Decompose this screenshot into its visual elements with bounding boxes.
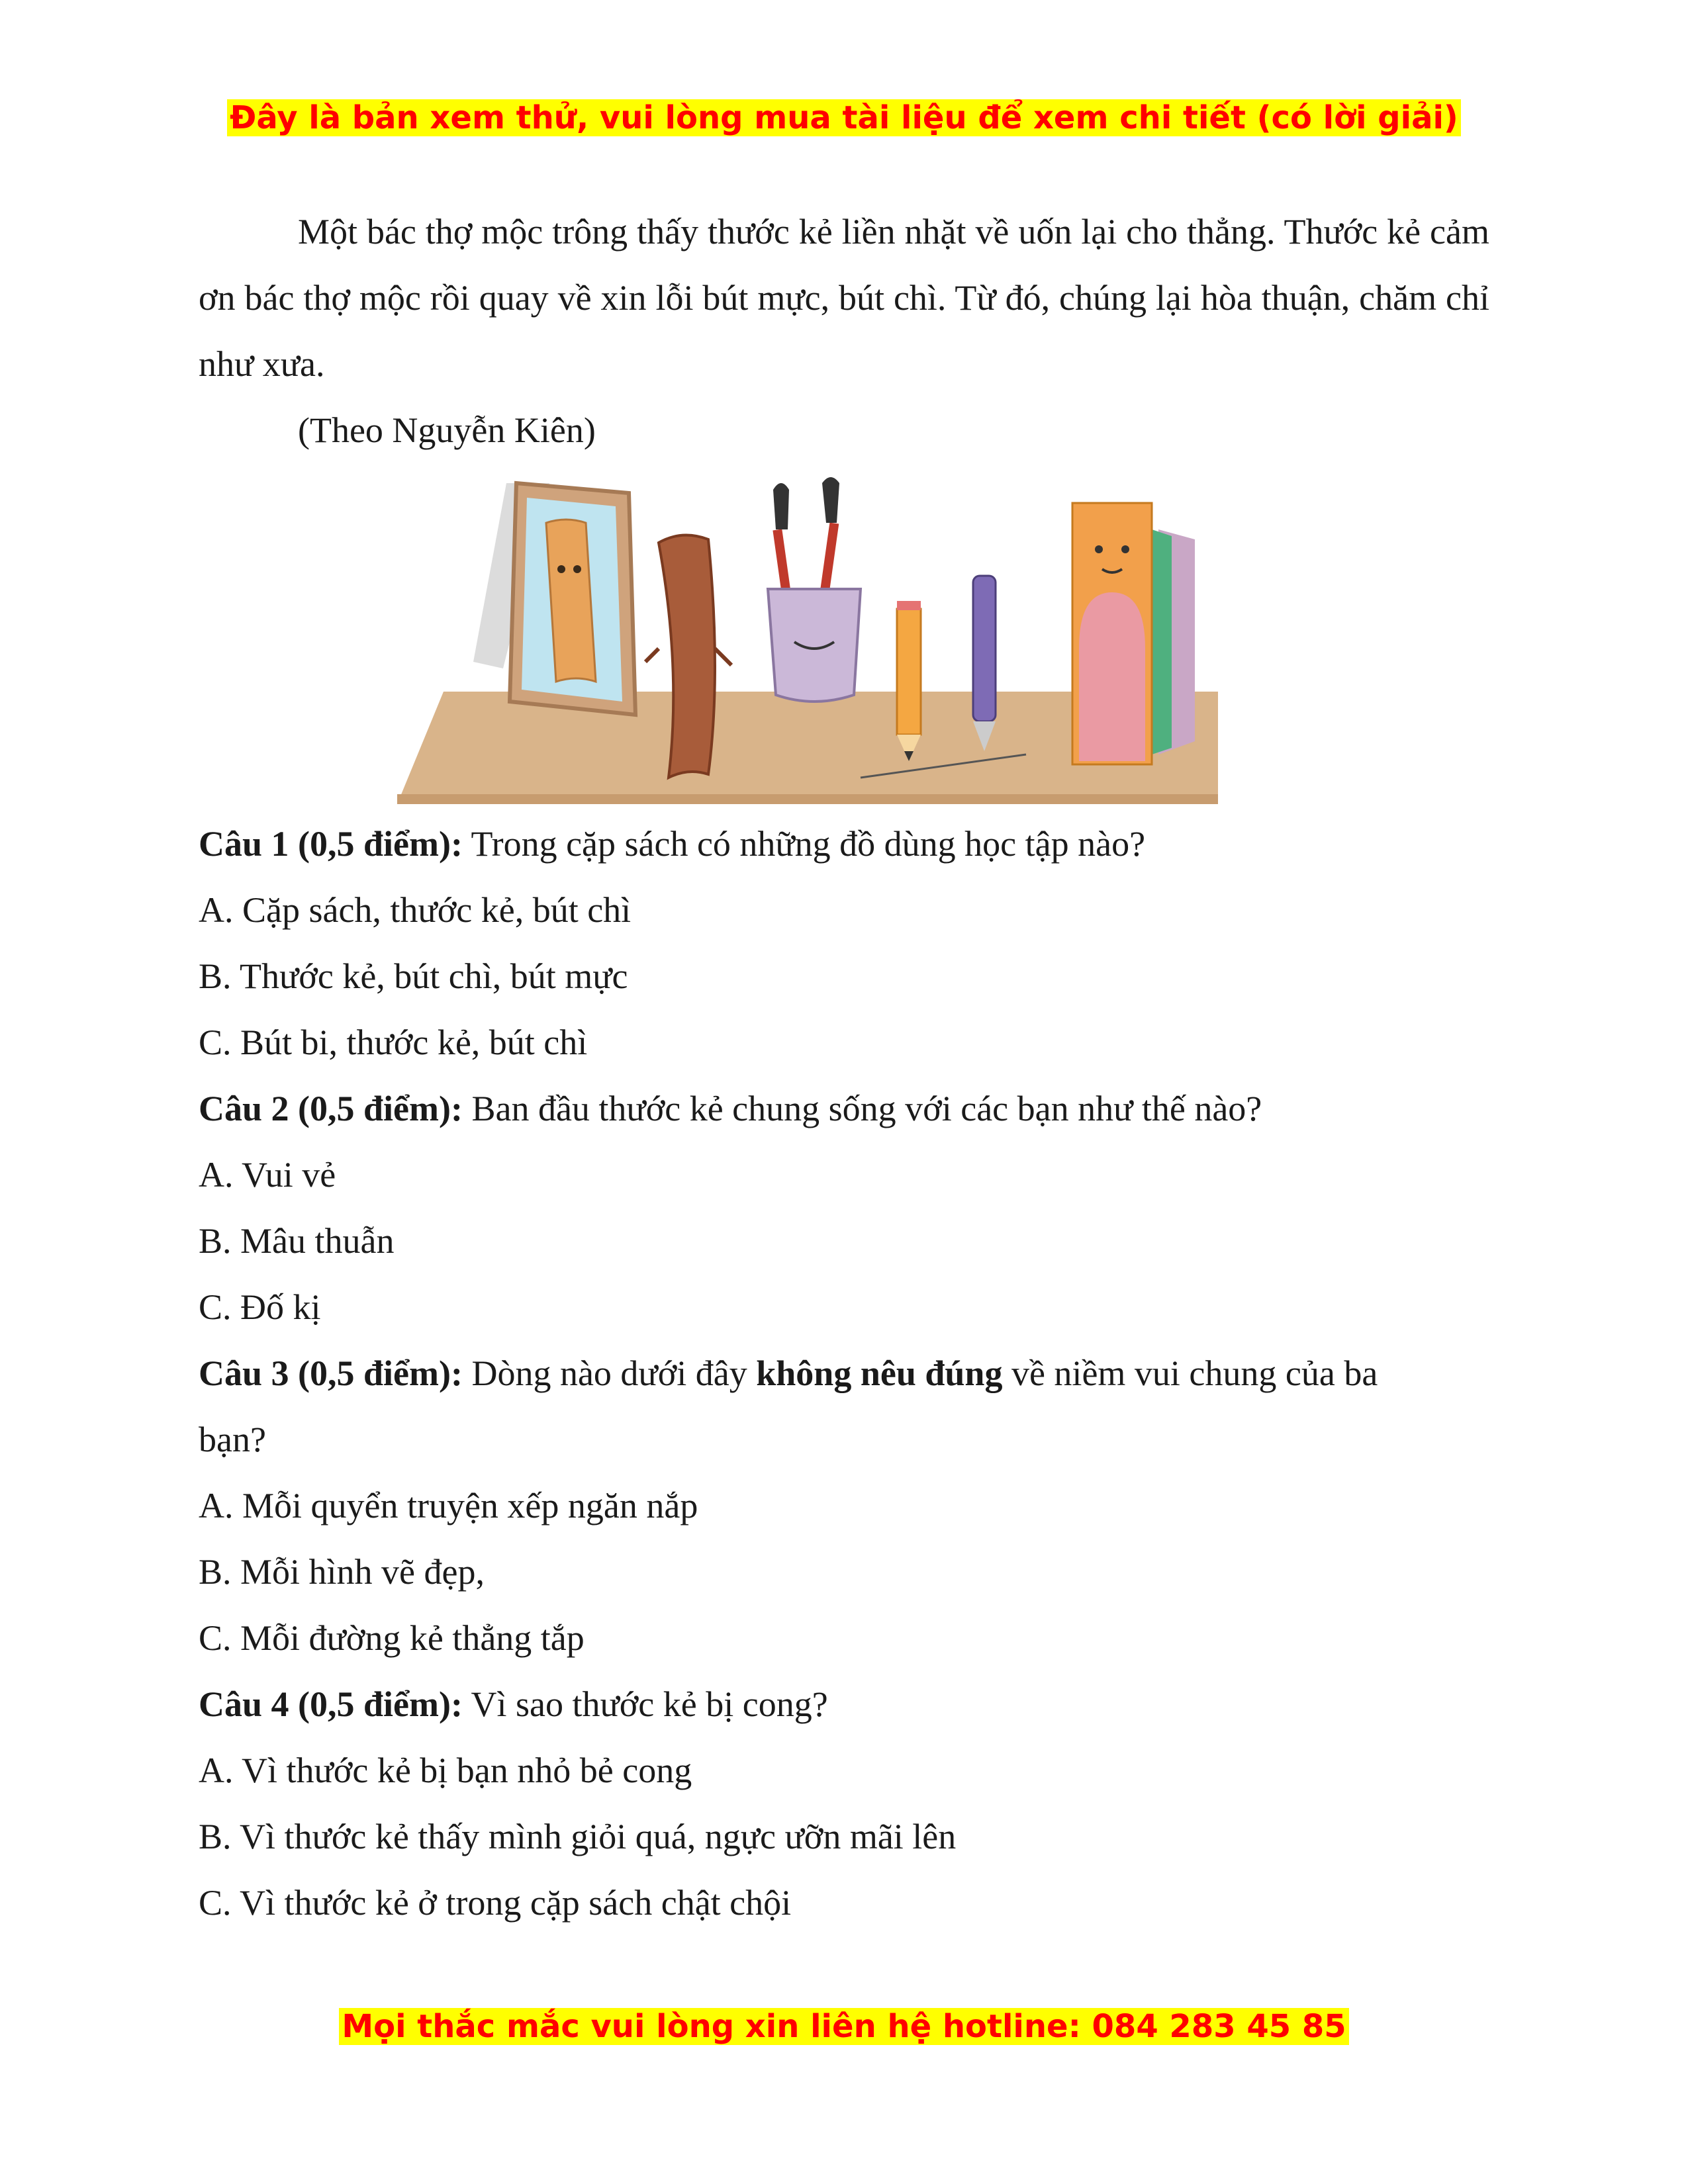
- option-2-c: C. Đố kị: [199, 1287, 321, 1327]
- brush-cup-drawing: [768, 477, 861, 702]
- option-2-b: B. Mâu thuẫn: [199, 1221, 395, 1261]
- question-3-stem-cont: bạn?: [199, 1420, 266, 1459]
- questions-section: [199, 811, 1489, 1936]
- mirror-drawing: [473, 483, 635, 715]
- story-excerpt: [199, 199, 1489, 463]
- question-1: [199, 811, 1489, 1075]
- option-4-a: A. Vì thước kẻ bị bạn nhỏ bẻ cong: [199, 1751, 692, 1790]
- books-drawing: [1072, 503, 1195, 764]
- question-1-stem: Câu 1 (0,5 điểm): Trong cặp sách có những đồ dùng học tập nào?: [199, 824, 1146, 864]
- question-4: [199, 1671, 1489, 1936]
- option-3-b: B. Mỗi hình vẽ đẹp,: [199, 1552, 485, 1592]
- option-1-b: B. Thước kẻ, bút chì, bút mực: [199, 956, 628, 996]
- option-3-c: C. Mỗi đường kẻ thẳng tắp: [199, 1618, 585, 1658]
- option-4-c: C. Vì thước kẻ ở trong cặp sách chật chội: [199, 1883, 792, 1923]
- option-4-b: B. Vì thước kẻ thấy mình giỏi quá, ngực ưỡn mãi lên: [199, 1817, 957, 1856]
- question-2-stem: Câu 2 (0,5 điểm): Ban đầu thước kẻ chung sống với các bạn như thế nào?: [199, 1089, 1262, 1128]
- option-3-a: A. Mỗi quyển truyện xếp ngăn nắp: [199, 1486, 698, 1525]
- story-attribution: (Theo Nguyễn Kiên): [298, 410, 596, 450]
- hotline-text: Mọi thắc mắc vui lòng xin liên hệ hotline: 084 283 45 85: [339, 2008, 1348, 2045]
- story-paragraph: Một bác thợ mộc trông thấy thước kẻ liền nhặt về uốn lại cho thẳng. Thước kẻ cảm ơn bác thợ mộc rồi quay về xin lỗi bút mực, bút chì. Từ đó, chúng lại hòa thuận, chăm chỉ như xưa.: [199, 212, 1489, 384]
- question-2: [199, 1075, 1489, 1340]
- question-3: [199, 1340, 1489, 1671]
- pen-drawing: [973, 576, 996, 751]
- hotline-banner: [0, 2005, 1688, 2048]
- stationery-illustration: [397, 477, 1284, 804]
- question-4-stem: Câu 4 (0,5 điểm): Vì sao thước kẻ bị cong?: [199, 1684, 828, 1724]
- preview-notice-text: Đây là bản xem thử, vui lòng mua tài liệu để xem chi tiết (có lời giải): [227, 99, 1461, 136]
- preview-notice-banner: [0, 97, 1688, 139]
- option-1-c: C. Bút bi, thước kẻ, bút chì: [199, 1023, 588, 1062]
- question-3-stem: Câu 3 (0,5 điểm): Dòng nào dưới đây không nêu đúng về niềm vui chung của ba: [199, 1353, 1378, 1393]
- option-1-a: A. Cặp sách, thước kẻ, bút chì: [199, 890, 632, 930]
- option-2-a: A. Vui vẻ: [199, 1155, 336, 1195]
- pencil-drawing: [897, 601, 921, 761]
